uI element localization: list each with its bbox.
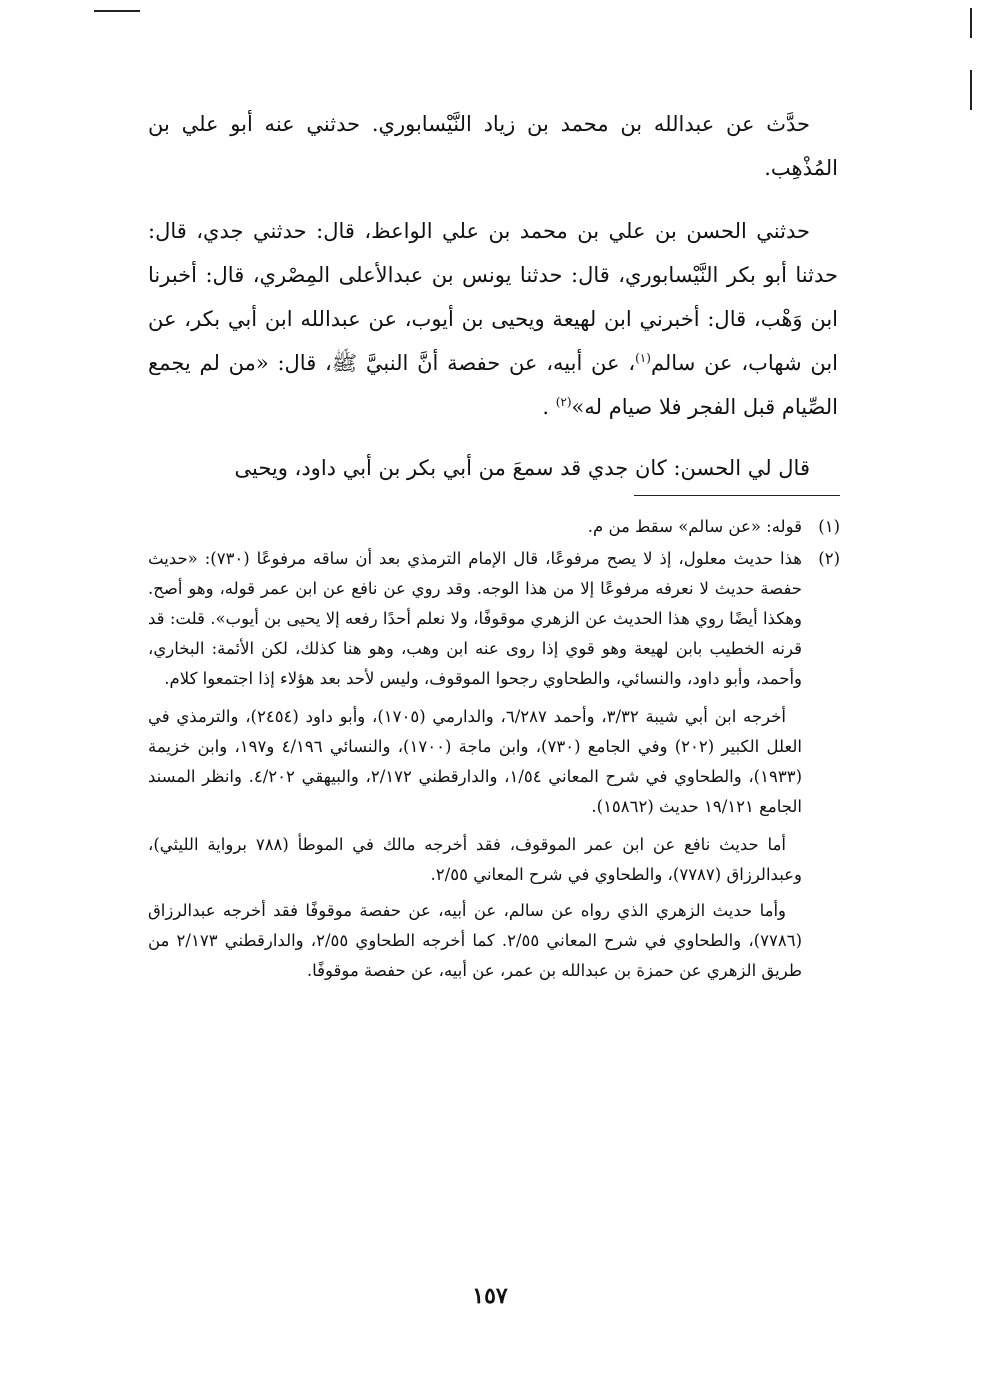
footnote-ref-1[interactable]: (١): [635, 351, 651, 365]
body-paragraph-3: قال لي الحسن: كان جدي قد سمعَ من أبي بكر بن أبي داود، ويحيى: [234, 456, 810, 480]
para2-text-2: ، عن أبيه، عن حفصة أنَّ النبيَّ ﷺ، قال: «من لم يجمع الصِّيام قبل الفجر فلا صيام له»: [148, 351, 838, 419]
footnote-number: (٢): [818, 549, 840, 568]
footnote-ref-2[interactable]: (٢): [555, 395, 572, 409]
body-paragraph-1: حدَّث عن عبدالله بن محمد بن زياد النَّيْسابوري. حدثني عنه أبو علي بن المُذْهِب.: [148, 112, 838, 180]
footnote-paragraph: أما حديث نافع عن ابن عمر الموقوف، فقد أخرجه مالك في الموطأ (٧٨٨ برواية الليثي)، وعبدالرزاق (٧٧٨٧)، والطحاوي في شرح المعاني ٢/٥٥.: [148, 835, 802, 884]
page-number: ١٥٧: [472, 1283, 508, 1309]
footnote-paragraph: هذا حديث معلول، إذ لا يصح مرفوعًا، قال الإمام الترمذي بعد أن ساقه مرفوعًا (٧٣٠): «حديث حفصة حديث لا نعرفه مرفوعًا إلا من هذا الوجه. وقد روي عن نافع عن ابن عمر قوله، وهو أصح. وهكذا أيضًا روي هذا الحديث عن الزهري موقوفًا، ولا نعلم أحدًا رفعه إلا يحيى بن أيوب». قلت: قد قرنه الخطيب بابن لهيعة وهو قوي إذا روى عنه ابن وهب، وهو هنا كذلك، لكن الأئمة: البخاري، وأحمد، وأبو داود، والنسائي، والطحاوي رجحوا الموقوف، وليس لأحد بعد هؤلاء إذا اجتمعوا كلام.: [148, 549, 802, 688]
footnote-paragraph: وأما حديث الزهري الذي رواه عن سالم، عن أبيه، عن حفصة موقوفًا فقد أخرجه عبدالرزاق (٧٧٨٦)، والطحاوي في شرح المعاني ٢/٥٥. كما أخرجه الطحاوي ٢/٥٥، والدارقطني ٢/١٧٣ من طريق الزهري عن حمزة بن عبدالله بن عمر، عن أبيه، عن حفصة موقوفًا.: [148, 901, 802, 980]
footnote-body: [148, 512, 802, 542]
footnote-paragraph: قوله: «عن سالم» سقط من م.: [587, 517, 802, 536]
footnote-2: [148, 544, 840, 986]
footnote-separator: [634, 495, 840, 496]
footnote-1: [148, 512, 840, 542]
para2-end: .: [542, 395, 549, 419]
scan-mark-right-mid: [970, 70, 972, 110]
footnotes: [148, 512, 840, 986]
scan-mark-top-left: [94, 10, 140, 12]
scan-mark-right-top: [970, 8, 972, 38]
body-paragraph-2: [148, 209, 838, 429]
footnote-body: [148, 544, 802, 986]
footnote-paragraph: أخرجه ابن أبي شيبة ٣/٣٢، وأحمد ٦/٢٨٧، والدارمي (١٧٠٥)، وأبو داود (٢٤٥٤)، والترمذي في العلل الكبير (٢٠٢) وفي الجامع (٧٣٠)، وابن ماجة (١٧٠٠)، والنسائي ٤/١٩٦ و١٩٧، وابن خزيمة (١٩٣٣)، والطحاوي في شرح المعاني ١/٥٤، والدارقطني ٢/١٧٢، والبيهقي ٤/٢٠٢. وانظر المسند الجامع ١٩/١٢١ حديث (١٥٨٦٢).: [148, 707, 803, 816]
footnote-number: (١): [818, 517, 840, 536]
para2-text: حدثني الحسن بن علي بن محمد بن علي الواعظ، قال: حدثني جدي، قال: حدثنا أبو بكر النَّيْسابوري، قال: حدثنا يونس بن عبدالأعلى المِصْري، قال: أخبرنا ابن وَهْب، قال: أخبرني ابن لهيعة ويحيى بن أيوب، عن عبدالله ابن أبي بكر، عن ابن شهاب، عن سالم: [148, 219, 839, 375]
